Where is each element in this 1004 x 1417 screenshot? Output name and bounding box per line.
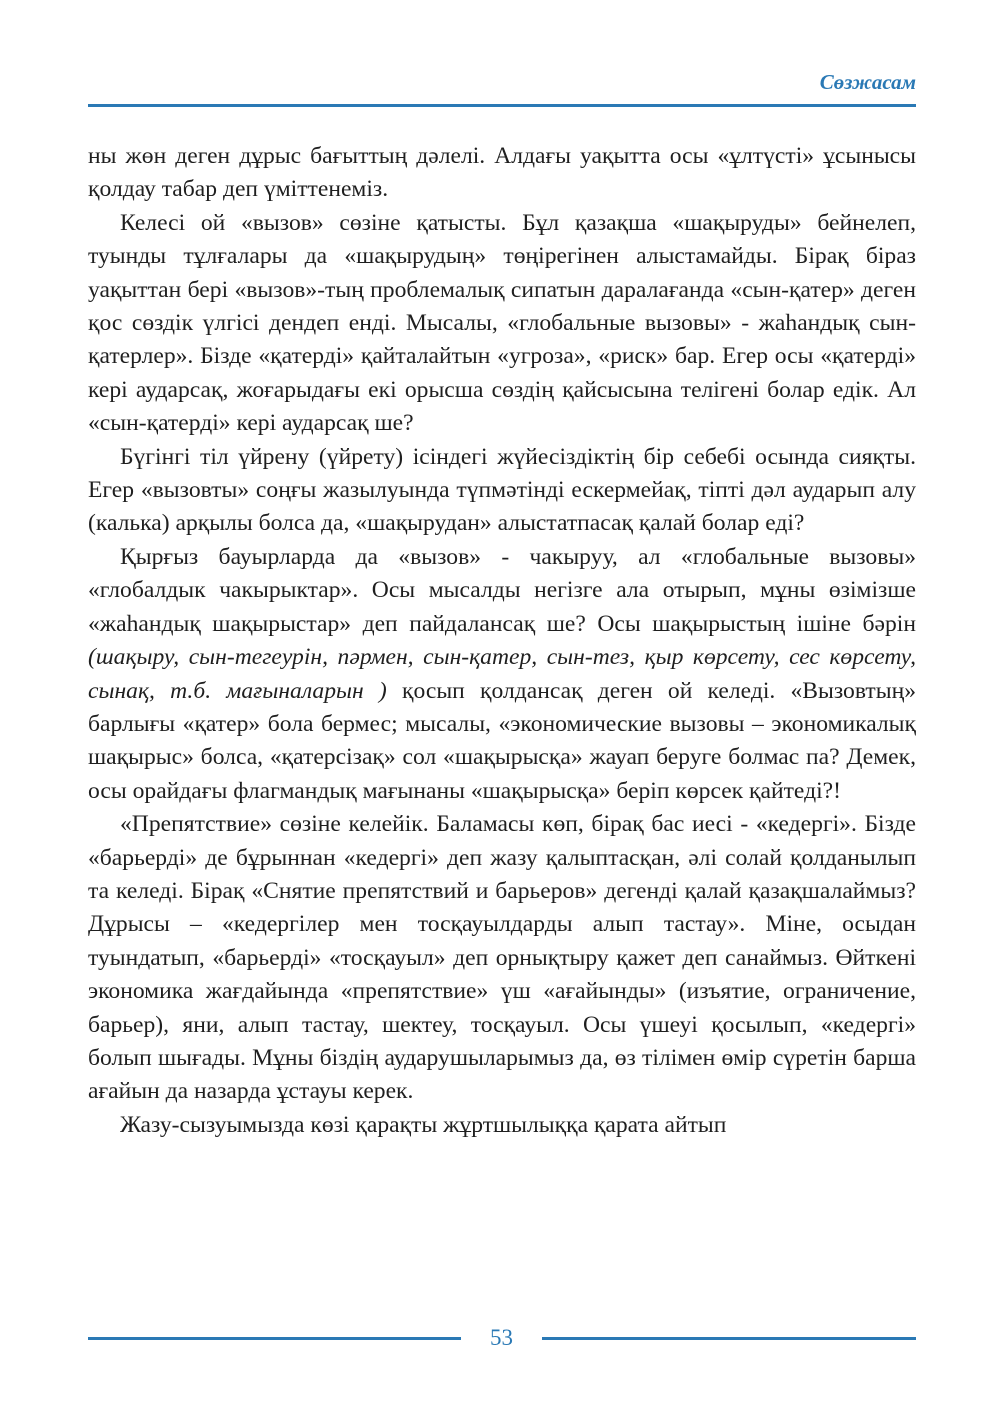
paragraph-6: Жазу-сызуымызда көзі қарақты жұртшылыққа қарата айтып — [120, 1111, 727, 1138]
paragraph-3: Бүгінгі тіл үйрену (үйрету) ісіндегі жүйесіздіктің бір себебі осында сияқты. Егер «вызовты» соңғы жазылуында түпмәтінді ескермейақ, тіпті дәл аударып алу (калька) арқылы болса да, «шақырудан» алыстатпасақ қалай болар еді? — [88, 443, 916, 537]
paragraph-2: Келесі ой «вызов» сөзіне қатысты. Бұл қазақша «шақыруды» бейнелеп, туынды тұлғалары да «шақырудың» төңірегінен алыстамайды. Бірақ біраз уақыттан бері «вызов»-тың проблемалық сипатын даралағанда «сын-қатер» деген қос сөздік үлгісі дендеп енді. Мысалы, «глобальные вызовы» - жаһандық сын-қатерлер». Бізде «қатерді» қайталайтын «угроза», «риск» бар. Егер осы «қатерді» кері аударсақ, жоғарыдағы екі орысша сөздің қайсысына телігені болар едік. Ал «сын-қатерді» кері аударсақ ше? — [88, 209, 916, 437]
paragraph-4 — [88, 541, 916, 808]
paragraph-1: ны жөн деген дұрыс бағыттың дәлелі. Алдағы уақытта осы «ұлтүсті» ұсынысы қолдау табар деп үміттенеміз. — [88, 143, 916, 203]
header-rule — [88, 104, 916, 107]
page-number: 53 — [490, 1325, 513, 1350]
paragraph-4-start: Қырғыз бауырларда да «вызов» - чакыруу, ал «глобальные вызовы» «глобалдык чакырыктар». Осы мысалды негізге ала отырып, мұны өзімізше «жаһандық шақырыстар» деп пайдалансақ ше? Осы шақырыстың ішіне бәрін — [88, 543, 916, 637]
paragraph-5: «Препятствие» сөзіне келейік. Баламасы көп, бірақ бас иесі - «кедергі». Бізде «барьерді» де бұрыннан «кедергі» деп жазу қалыптасқан, әлі солай қолданылып та келеді. Бірақ «Снятие препятствий и барьеров» дегенді қалай қазақшалаймыз? Дұрысы – «кедергілер мен тосқауылдарды алып тастау». Міне, осыдан туындатып, «барьерді» «тосқауыл» деп орнықтыру қажет деп санаймыз. Өйткені экономика жағдайында «препятствие» үш «ағайынды» (изъятие, ограничение, барьер), яни, алып тастау, шектеу, тосқауыл. Осы үшеуі қосылып, «кедергі» болып шығады. Мұны біздің аударушыларымыз да, өз тілімен өмір сүретін барша ағайын да назарда ұстауы керек. — [88, 811, 916, 1105]
running-head: Сөзжасам — [819, 70, 916, 94]
footer-rule-right — [542, 1337, 916, 1340]
footer-rule-left — [88, 1337, 461, 1340]
paragraph-4-end: қосып қолдансақ деген ой келеді. «Вызовтың» барлығы «қатер» бола бермес; мысалы, «экономические вызовы – экономикалық шақырыс» болса, «қатерсізақ» сол «шақырысқа» жауап беруге болмас па? Демек, осы орайдағы флагмандық мағынаны «шақырысқа» беріп көрсек қайтеді?! — [88, 677, 916, 804]
body-text — [88, 140, 916, 1142]
paragraph-4-italic: (шақыру, сын-тегеурін, пәрмен, сын-қатер, сын-тез, қыр көрсету, сес көрсету, сынақ, т.б. мағыналарын ) — [88, 644, 916, 704]
